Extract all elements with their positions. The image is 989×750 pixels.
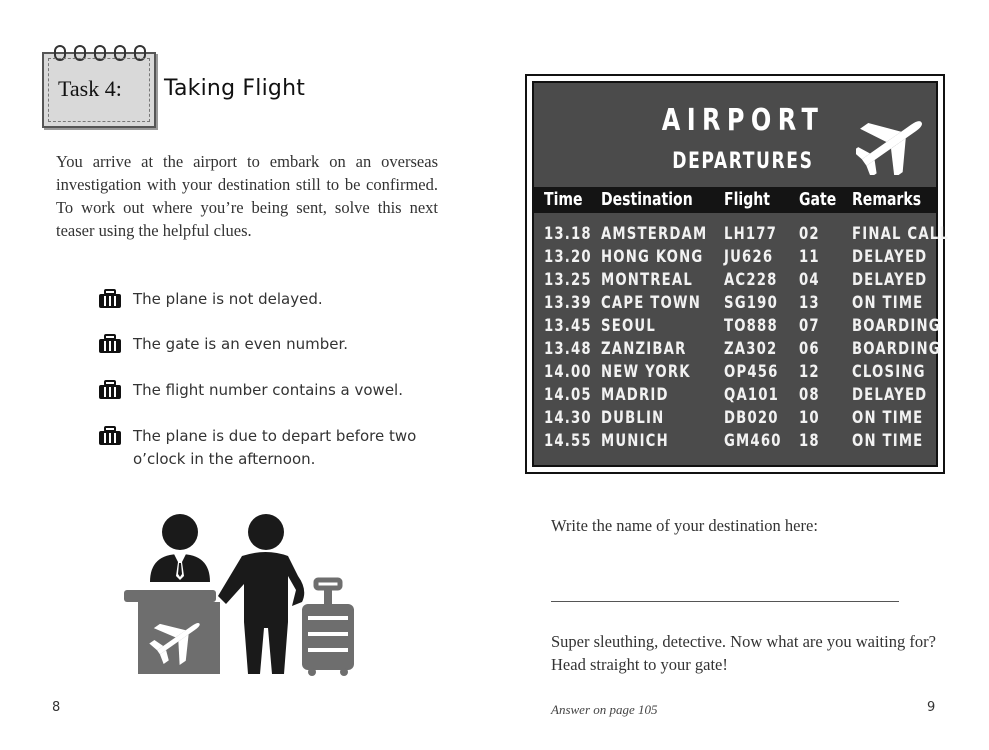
remarks-cell: DELAYED	[852, 247, 928, 267]
flight-cell: QA101	[724, 385, 780, 405]
gate-cell: 07	[799, 316, 820, 336]
remarks-cell: ON TIME	[852, 431, 924, 451]
destination-cell: NEW YORK	[601, 362, 691, 382]
ring-icon	[94, 45, 106, 61]
destination-cell: ZANZIBAR	[601, 339, 687, 359]
destination-cell: AMSTERDAM	[601, 224, 708, 244]
agent-head-icon	[162, 514, 198, 550]
gate-cell: 13	[799, 293, 820, 313]
board-title: AIRPORT	[661, 103, 825, 138]
remarks-cell: DELAYED	[852, 270, 928, 290]
gate-cell: 08	[799, 385, 820, 405]
rolling-suitcase-icon	[302, 604, 354, 670]
time-cell: 13.45	[544, 316, 592, 336]
clue-text: The plane is not delayed.	[133, 290, 323, 308]
gate-cell: 10	[799, 408, 820, 428]
time-cell: 14.55	[544, 431, 592, 451]
column-header-gate: Gate	[799, 189, 837, 210]
remarks-cell: BOARDING	[852, 339, 941, 359]
table-row	[534, 293, 936, 315]
destination-cell: CAPE TOWN	[601, 293, 701, 313]
time-cell: 13.18	[544, 224, 592, 244]
page-number-right: 9	[927, 700, 936, 715]
gate-cell: 04	[799, 270, 820, 290]
destination-cell: MUNICH	[601, 431, 669, 451]
answer-line[interactable]	[551, 601, 899, 602]
column-header-remarks: Remarks	[852, 189, 922, 210]
ring-icon	[74, 45, 86, 61]
task-title: Taking Flight	[164, 76, 306, 101]
clue-text: The gate is an even number.	[133, 335, 349, 353]
suitcase-icon	[98, 334, 122, 354]
traveller-head-icon	[248, 514, 284, 550]
page-number-left: 8	[52, 700, 61, 715]
time-cell: 13.48	[544, 339, 592, 359]
check-in-illustration	[120, 510, 360, 676]
time-cell: 14.00	[544, 362, 592, 382]
gate-cell: 11	[799, 247, 820, 267]
desk-top-icon	[124, 590, 216, 602]
table-row	[534, 408, 936, 430]
destination-cell: HONG KONG	[601, 247, 704, 267]
flight-cell: SG190	[724, 293, 778, 313]
task-label: Task 4:	[58, 76, 122, 101]
table-row	[534, 316, 941, 338]
destination-cell: DUBLIN	[601, 408, 665, 428]
board-header-row	[534, 187, 936, 213]
column-header-destination: Destination	[601, 189, 693, 210]
departure-board	[525, 74, 950, 474]
flight-cell: LH177	[724, 224, 778, 244]
destination-cell: SEOUL	[601, 316, 656, 336]
remarks-cell: CLOSING	[852, 362, 926, 382]
table-row	[534, 247, 936, 269]
column-header-time: Time	[544, 189, 583, 210]
remarks-cell: BOARDING	[852, 316, 941, 336]
table-row	[534, 270, 936, 292]
time-cell: 13.20	[544, 247, 592, 267]
suitcase-icon	[98, 380, 122, 400]
flight-cell: AC228	[724, 270, 778, 290]
flight-cell: GM460	[724, 431, 782, 451]
flight-cell: ZA302	[724, 339, 778, 359]
destination-cell: MONTREAL	[601, 270, 693, 290]
destination-cell: MADRID	[601, 385, 669, 405]
flight-cell: DB020	[724, 408, 779, 428]
time-cell: 14.30	[544, 408, 592, 428]
closing-paragraph: Super sleuthing, detective. Now what are you waiting for? Head straight to your gate!	[551, 632, 936, 674]
clue-text: The flight number contains a vowel.	[133, 381, 403, 399]
gate-cell: 02	[799, 224, 820, 244]
traveller-icon	[218, 552, 304, 674]
suitcase-icon	[98, 426, 122, 446]
destination-prompt: Write the name of your destination here:	[551, 516, 818, 535]
time-cell: 13.25	[544, 270, 592, 290]
column-header-flight: Flight	[724, 189, 770, 210]
gate-cell: 06	[799, 339, 820, 359]
time-cell: 13.39	[544, 293, 592, 313]
table-row	[534, 362, 936, 384]
remarks-cell: ON TIME	[852, 408, 924, 428]
remarks-cell: FINAL CALL	[852, 224, 950, 244]
remarks-cell: DELAYED	[852, 385, 928, 405]
table-row	[534, 385, 936, 407]
gate-cell: 12	[799, 362, 820, 382]
suitcase-icon	[98, 289, 122, 309]
answer-reference: Answer on page 105	[551, 702, 658, 717]
board-subtitle: DEPARTURES	[672, 149, 814, 174]
ring-icon	[114, 45, 126, 61]
remarks-cell: ON TIME	[852, 293, 924, 313]
flight-cell: TO888	[724, 316, 778, 336]
intro-paragraph: You arrive at the airport to embark on an overseas investigation with your destination still to be confirmed. To work out where you’re being sent, solve this next teaser using the helpful clues.	[56, 152, 438, 240]
clue-text: The plane is due to depart before two o’clock in the afternoon.	[133, 427, 417, 468]
ring-icon	[134, 45, 146, 61]
ring-icon	[54, 45, 66, 61]
table-row	[534, 431, 936, 453]
gate-cell: 18	[799, 431, 820, 451]
flight-cell: JU626	[724, 247, 774, 267]
flight-cell: OP456	[724, 362, 779, 382]
table-row	[534, 224, 950, 246]
time-cell: 14.05	[544, 385, 592, 405]
table-row	[534, 339, 941, 361]
airplane-icon	[856, 111, 928, 175]
